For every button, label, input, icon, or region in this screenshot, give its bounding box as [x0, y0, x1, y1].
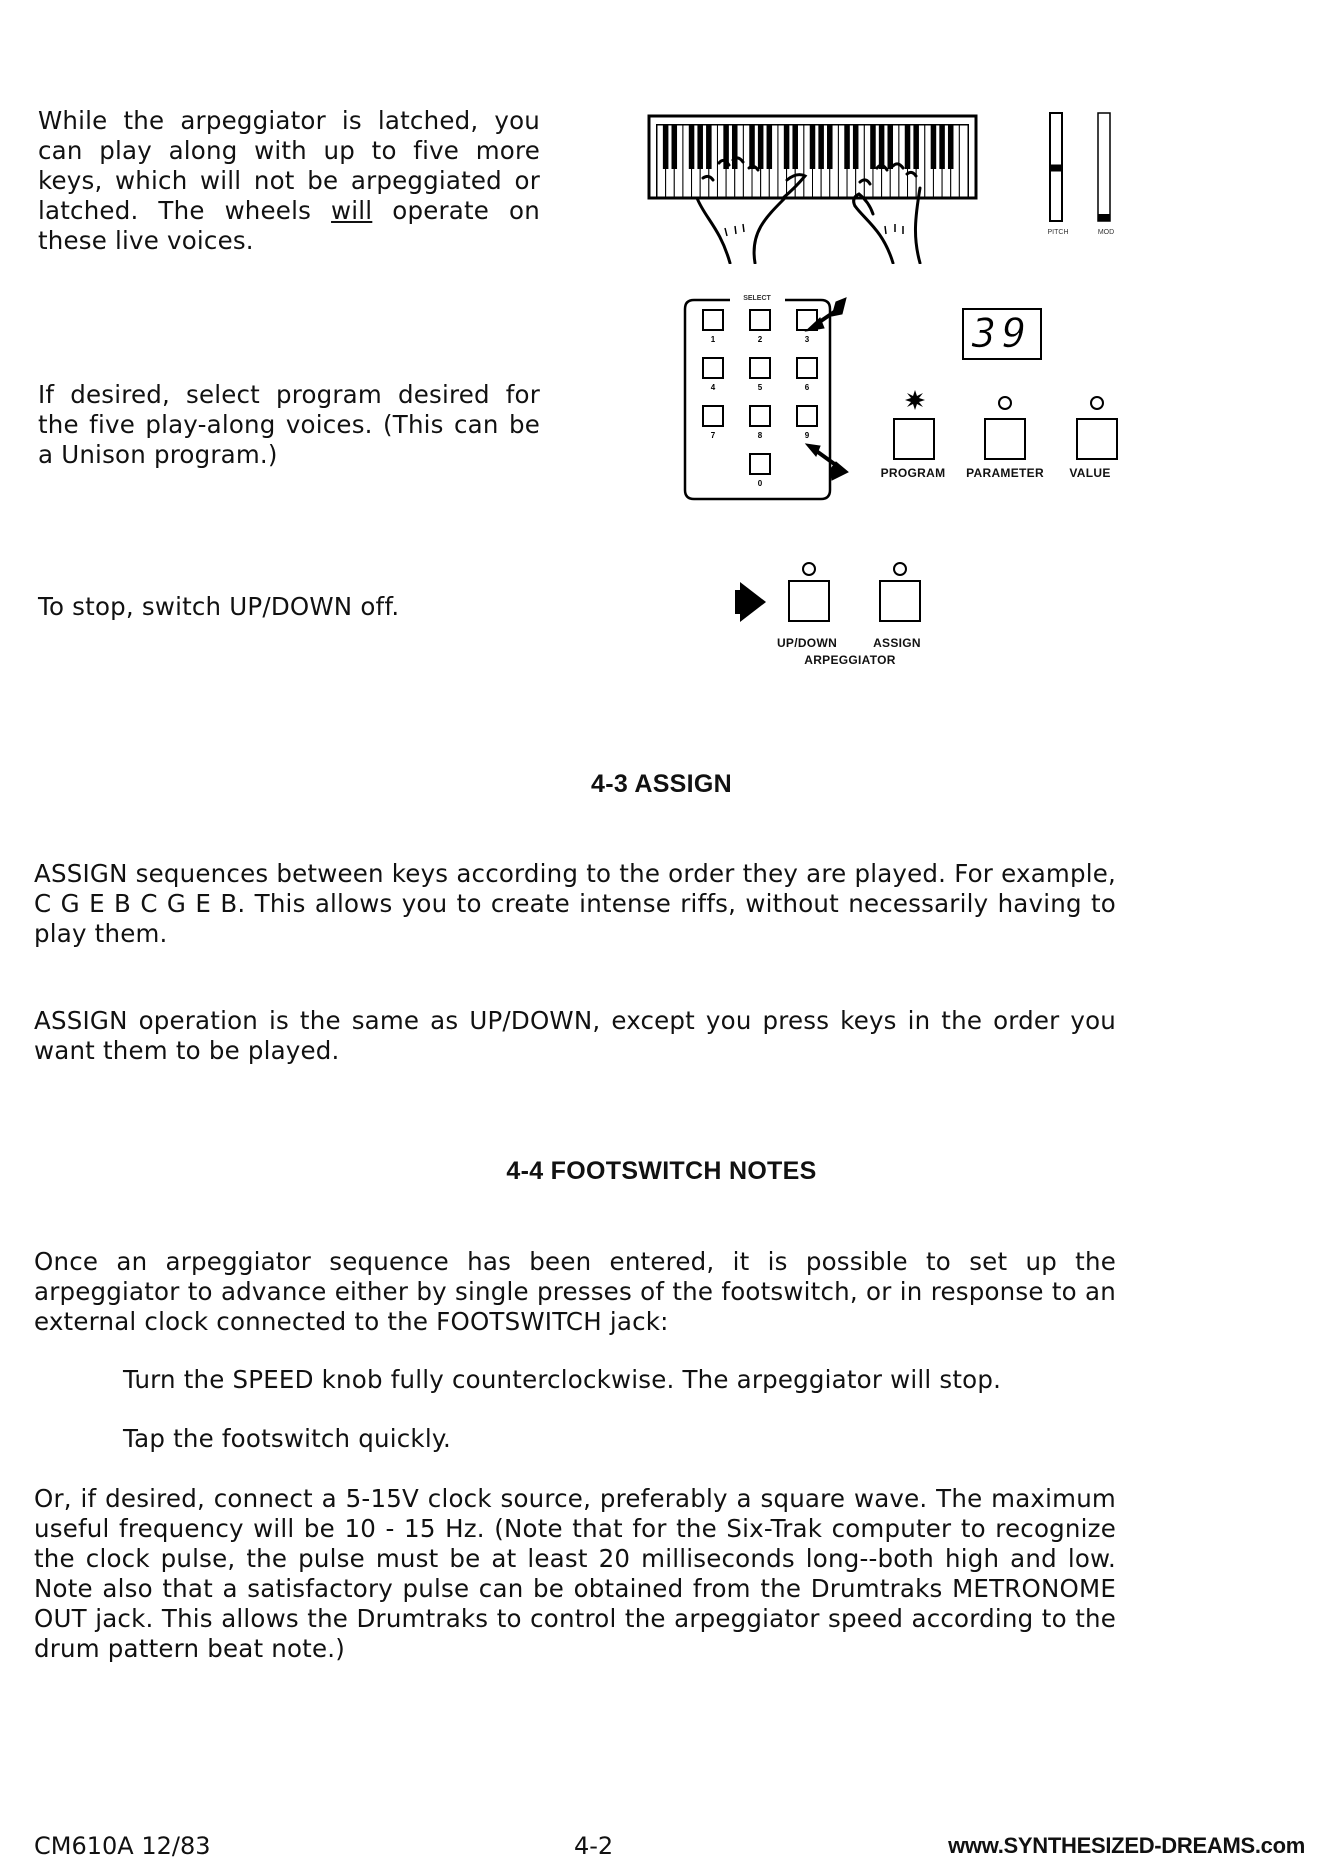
black-key: [697, 125, 703, 169]
select-program-paragraph: If desired, select program desired for the five play-along voices. (This can be a Unison program.): [38, 380, 540, 469]
select-key-label: 9: [804, 431, 810, 440]
select-key-label: 8: [757, 431, 763, 440]
pointer-arrow-tail: [735, 590, 745, 614]
select-key-9[interactable]: [797, 406, 817, 440]
parameter-led-icon: [998, 396, 1012, 410]
program-led-lit-icon: [905, 390, 925, 410]
select-key-label: 0: [757, 479, 763, 488]
black-key: [663, 125, 669, 169]
white-key: [959, 125, 968, 197]
black-key: [879, 125, 885, 169]
pitch-wheel: [1050, 113, 1062, 221]
black-key: [827, 125, 833, 169]
mod-wheel-label: MOD: [1097, 229, 1115, 236]
black-key: [870, 125, 876, 169]
select-key-2[interactable]: [750, 310, 770, 344]
footswitch-paragraph-1: Once an arpeggiator sequence has been entered, it is possible to set up the arpeggiator to advance either by single presses of the footswitch, or in response to an external clock connected to the FOOTSWITCH jack:: [34, 1247, 1116, 1336]
black-key: [706, 125, 712, 169]
select-key-label: 2: [757, 335, 763, 344]
assign-paragraph-2: ASSIGN operation is the same as UP/DOWN, except you press keys in the order you want them to be played.: [34, 1006, 1116, 1065]
intro-paragraph: [38, 106, 540, 256]
keyboard-illustration: [649, 116, 976, 198]
black-key: [931, 125, 937, 169]
select-key-0[interactable]: [750, 454, 770, 488]
footswitch-step-1: Turn the SPEED knob fully counterclockwise. The arpeggiator will stop.: [123, 1365, 1002, 1394]
select-keypad: [680, 290, 850, 510]
program-label: PROGRAM: [880, 466, 946, 480]
display-value: 39: [971, 311, 1033, 357]
document-code: CM610A 12/83: [34, 1832, 211, 1860]
select-key-label: 6: [804, 383, 810, 392]
select-panel-label: SELECT: [743, 295, 771, 302]
select-key-label: 5: [757, 383, 763, 392]
arpeggiator-group-label: ARPEGGIATOR: [804, 653, 896, 667]
updown-led-icon: [802, 562, 816, 576]
website-link[interactable]: www.SYNTHESIZED-DREAMS.com: [948, 1833, 1305, 1858]
black-key: [810, 125, 816, 169]
footswitch-paragraph-2: Or, if desired, connect a 5-15V clock source, preferably a square wave. The maximum useful frequency will be 10 - 15 Hz. (Note that for the Six-Trak computer to recognize the clock pulse, the pulse must be at least 20 milliseconds long--both high and low. Note also that a satisfactory pulse can be obtained from the Drumtraks METRONOME OUT jack. This allows the Drumtraks to control the arpeggiator speed according to the drum pattern beat note.): [34, 1484, 1116, 1663]
black-key: [948, 125, 954, 169]
select-key-label: 4: [710, 383, 716, 392]
select-key-5[interactable]: [750, 358, 770, 392]
black-key: [905, 125, 911, 169]
black-key: [853, 125, 859, 169]
section-heading-footswitch: 4-4 FOOTSWITCH NOTES: [506, 1157, 817, 1185]
page-number: 4-2: [574, 1832, 614, 1860]
pitch-wheel-position: [1050, 165, 1062, 172]
arrow-key-9: [806, 444, 848, 480]
parameter-button[interactable]: [984, 418, 1026, 460]
black-key: [758, 125, 764, 169]
pitch-wheel-label: PITCH: [1047, 229, 1069, 236]
select-key-label: 1: [710, 335, 716, 344]
black-key: [844, 125, 850, 169]
section-heading-assign: 4-3 ASSIGN: [590, 770, 732, 798]
black-key: [732, 125, 738, 169]
black-key: [672, 125, 678, 169]
select-key-1[interactable]: [703, 310, 723, 344]
select-key-7[interactable]: [703, 406, 723, 440]
value-led-icon: [1090, 396, 1104, 410]
assign-paragraph-1: ASSIGN sequences between keys according to the order they are played. For example, C G E B C G E B. This allows you to create intense riffs, without necessarily having to play them.: [34, 859, 1116, 948]
select-key-label: 7: [710, 431, 716, 440]
select-key-label: 3: [804, 335, 810, 344]
mod-wheel-position: [1098, 214, 1110, 221]
updown-button[interactable]: [788, 580, 830, 622]
parameter-label: PARAMETER: [966, 466, 1044, 480]
mod-wheel: [1098, 113, 1110, 221]
value-button[interactable]: [1076, 418, 1118, 460]
select-key-8[interactable]: [750, 406, 770, 440]
black-key: [689, 125, 695, 169]
led-display: [962, 308, 1042, 360]
footswitch-step-2: Tap the footswitch quickly.: [123, 1424, 452, 1453]
emphasis-will: will: [331, 196, 373, 225]
program-button[interactable]: [893, 418, 935, 460]
intro-text-a: While the arpeggiator is latched, you can play along with up to five more keys, which will not be arpeggiated or latched. The wheels: [38, 106, 540, 225]
stop-instruction: To stop, switch UP/DOWN off.: [38, 592, 400, 621]
select-key-4[interactable]: [703, 358, 723, 392]
black-key: [939, 125, 945, 169]
keyboard-figure: [645, 108, 1145, 264]
black-key: [749, 125, 755, 169]
assign-label: ASSIGN: [873, 636, 921, 650]
black-key: [913, 125, 919, 169]
assign-button[interactable]: [879, 580, 921, 622]
assign-led-icon: [893, 562, 907, 576]
black-key: [767, 125, 773, 169]
black-key: [818, 125, 824, 169]
select-key-6[interactable]: [797, 358, 817, 392]
black-key: [792, 125, 798, 169]
black-key: [887, 125, 893, 169]
black-key: [784, 125, 790, 169]
value-label: VALUE: [1069, 466, 1111, 480]
updown-label: UP/DOWN: [776, 636, 838, 650]
intro-text-b: operate on these live voices.: [38, 196, 540, 255]
